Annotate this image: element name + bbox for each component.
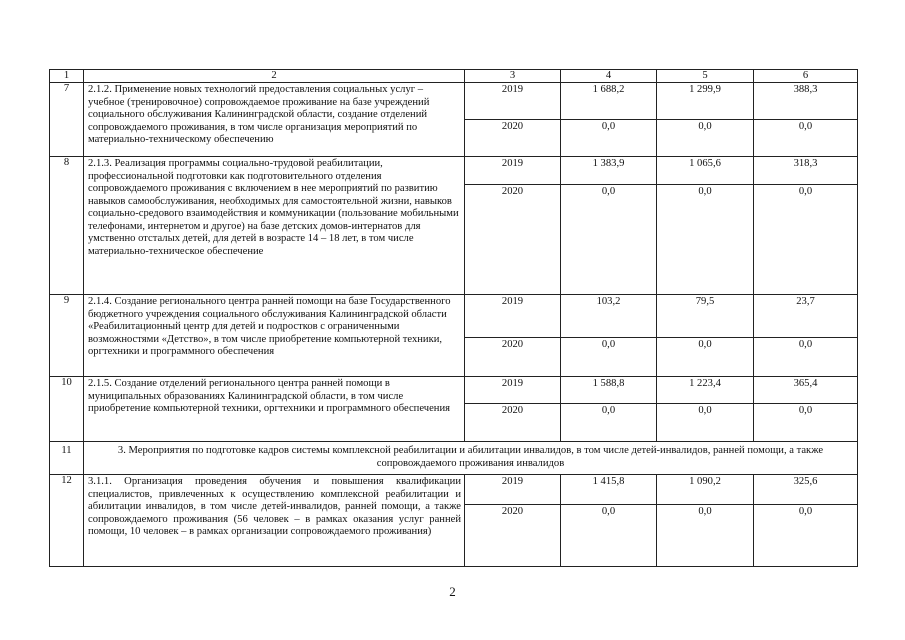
measure-description: 2.1.5. Создание отделений регионального центра ранней помощи в муниципальных образованиях Калининградской области, в том числе приобретение компьютерной техники, оргтехники и программного обеспечения [84, 377, 465, 442]
column-header: 6 [754, 70, 858, 83]
table-row [50, 83, 858, 120]
row-number: 10 [50, 377, 84, 442]
year-cell: 2019 [465, 475, 561, 505]
page-number: 2 [449, 584, 456, 599]
amount-cell: 325,6 [754, 475, 858, 505]
amount-cell: 0,0 [657, 120, 754, 157]
year-cell: 2019 [465, 377, 561, 404]
year-cell: 2020 [465, 404, 561, 442]
section-heading: 3. Мероприятия по подготовке кадров системы комплексной реабилитации и абилитации инвалидов, в том числе детей-инвалидов, ранней помощи, а также сопровождаемого проживания инвалидов [84, 442, 858, 475]
amount-cell: 23,7 [754, 295, 858, 338]
amount-cell: 1 065,6 [657, 157, 754, 185]
column-header: 1 [50, 70, 84, 83]
amount-cell: 1 090,2 [657, 475, 754, 505]
column-header: 3 [465, 70, 561, 83]
total-amount-cell: 1 588,8 [561, 377, 657, 404]
amount-cell: 0,0 [754, 505, 858, 567]
amount-cell: 0,0 [754, 338, 858, 377]
measure-description: 2.1.4. Создание регионального центра ранней помощи на базе Государственного бюджетного учреждения социального обслуживания Калининградской области «Реабилитационный центр для детей и подростков с ограниченными возможностями «Детство», в том числе приобретение компьютерной техники, оргтехники и программного обеспечения [84, 295, 465, 377]
amount-cell: 0,0 [657, 505, 754, 567]
amount-cell: 0,0 [657, 338, 754, 377]
total-amount-cell: 0,0 [561, 404, 657, 442]
year-cell: 2020 [465, 120, 561, 157]
table-row [50, 377, 858, 404]
total-amount-cell: 103,2 [561, 295, 657, 338]
table-row [50, 157, 858, 185]
amount-cell: 0,0 [754, 404, 858, 442]
amount-cell: 365,4 [754, 377, 858, 404]
measure-description: 3.1.1. Организация проведения обучения и повышения квалификации специалистов, привлеченных к осуществлению комплексной реабилитации и абилитации инвалидов, в том числе детей-инвалидов, ранней помощи, а также сопровождаемого проживания (56 человек – в рамках оказания услуг ранней помощи, 10 человек – в рамках организации сопровождаемого проживания) [84, 475, 465, 567]
table-header-row [50, 70, 858, 83]
row-number: 11 [50, 442, 84, 475]
year-cell: 2019 [465, 157, 561, 185]
column-header: 4 [561, 70, 657, 83]
amount-cell: 0,0 [754, 120, 858, 157]
amount-cell: 318,3 [754, 157, 858, 185]
amount-cell: 1 223,4 [657, 377, 754, 404]
row-number: 8 [50, 157, 84, 295]
row-number: 12 [50, 475, 84, 567]
section-row [50, 442, 858, 475]
amount-cell: 0,0 [657, 404, 754, 442]
total-amount-cell: 1 383,9 [561, 157, 657, 185]
column-header: 5 [657, 70, 754, 83]
total-amount-cell: 0,0 [561, 338, 657, 377]
total-amount-cell: 0,0 [561, 120, 657, 157]
year-cell: 2019 [465, 83, 561, 120]
amount-cell: 0,0 [657, 185, 754, 295]
year-cell: 2020 [465, 185, 561, 295]
measure-description: 2.1.2. Применение новых технологий предоставления социальных услуг – учебное (тренировочное) сопровождаемое проживание на базе учреждений социального обслуживания Калининградской области, создание отделений сопровождаемого проживания, в том числе организация мероприятий по материально-техническому обеспечению [84, 83, 465, 157]
year-cell: 2020 [465, 338, 561, 377]
total-amount-cell: 1 688,2 [561, 83, 657, 120]
row-number: 9 [50, 295, 84, 377]
measure-description: 2.1.3. Реализация программы социально-трудовой реабилитации, профессиональной подготовки как подготовительного отделения сопровождаемого проживания с включением в нее мероприятий по развитию навыков самообслуживания, необходимых для самостоятельной жизни, навыков социально-средового взаимодействия и коммуникации (пользование мобильными телефонами, интернетом и другое) на базе детских домов-интернатов для умственно отсталых детей, для детей в возрасте 14 – 18 лет, в том числе материально-техническое обеспечение [84, 157, 465, 295]
amount-cell: 1 299,9 [657, 83, 754, 120]
table-row [50, 475, 858, 505]
column-header: 2 [84, 70, 465, 83]
year-cell: 2019 [465, 295, 561, 338]
total-amount-cell: 1 415,8 [561, 475, 657, 505]
total-amount-cell: 0,0 [561, 505, 657, 567]
total-amount-cell: 0,0 [561, 185, 657, 295]
amount-cell: 388,3 [754, 83, 858, 120]
funding-table [49, 69, 858, 567]
table-row [50, 295, 858, 338]
amount-cell: 79,5 [657, 295, 754, 338]
row-number: 7 [50, 83, 84, 157]
amount-cell: 0,0 [754, 185, 858, 295]
year-cell: 2020 [465, 505, 561, 567]
